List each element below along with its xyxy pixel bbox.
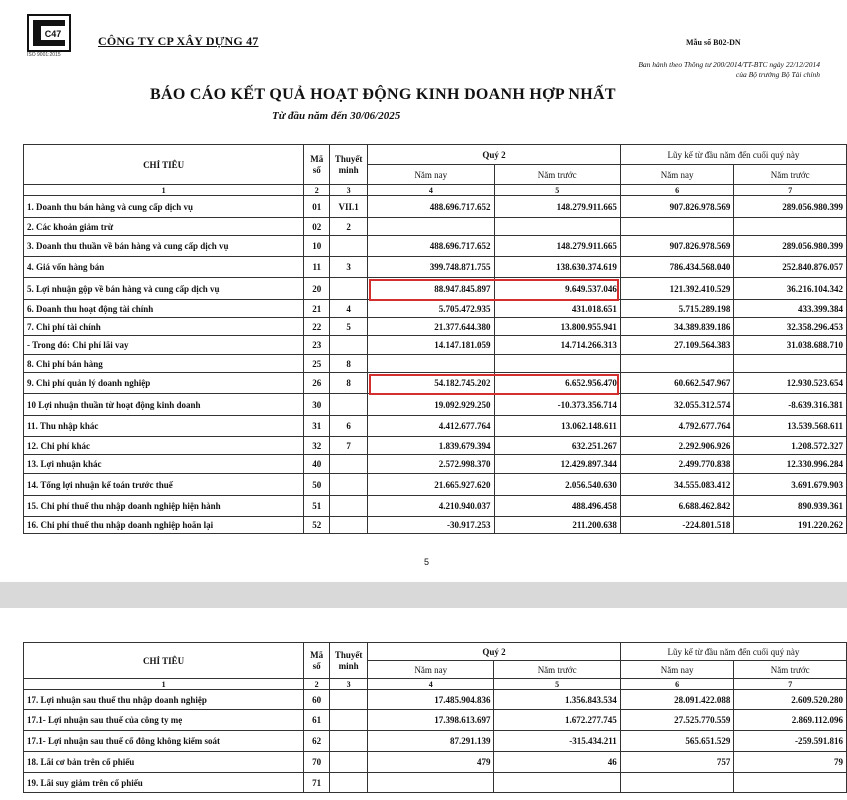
issued-by-line-1: Ban hành theo Thông tư 200/2014/TT-BTC ngày 22/12/2014: [638, 60, 820, 69]
quarter-last-year-value: -10.373.356.714: [494, 394, 620, 416]
row-code: 70: [304, 752, 330, 773]
header-q-this-year: Năm nay: [368, 165, 494, 185]
row-label: 7. Chi phí tài chính: [24, 318, 304, 336]
quarter-last-year-value: 13.062.148.611: [494, 416, 620, 437]
cumulative-this-year-value: 907.826.978.569: [620, 236, 734, 257]
header-code: Mã số: [304, 145, 330, 185]
quarter-last-year-value: 1.356.843.534: [494, 690, 620, 710]
quarter-this-year-value: [368, 218, 494, 236]
cumulative-this-year-value: 27.109.564.383: [620, 336, 734, 355]
table-row: [24, 455, 847, 474]
row-code: 30: [304, 394, 330, 416]
row-label: 4. Giá vốn hàng bán: [24, 257, 304, 278]
cumulative-this-year-value: 6.688.462.842: [620, 496, 734, 517]
table-row: [24, 773, 847, 793]
quarter-this-year-value: [368, 773, 494, 793]
table-row: [24, 318, 847, 336]
row-label: 2. Các khoản giảm trừ: [24, 218, 304, 236]
row-note: 5: [330, 318, 368, 336]
row-code: 32: [304, 437, 330, 455]
quarter-this-year-value: 399.748.871.755: [368, 257, 494, 278]
row-note: [330, 236, 368, 257]
quarter-this-year-value: 88.947.845.897: [368, 278, 494, 300]
row-label: 9. Chi phí quản lý doanh nghiệp: [24, 373, 304, 394]
header-q-this-year: Năm nay: [368, 661, 494, 679]
table-row: [24, 196, 847, 218]
issued-by-line-2: của Bộ trưởng Bộ Tài chính: [735, 70, 820, 79]
table-row: [24, 416, 847, 437]
quarter-last-year-value: 148.279.911.665: [494, 196, 620, 218]
table-row: [24, 710, 847, 731]
cumulative-last-year-value: 289.056.980.399: [734, 196, 847, 218]
cumulative-last-year-value: 890.939.361: [734, 496, 847, 517]
cumulative-last-year-value: -8.639.316.381: [734, 394, 847, 416]
row-note: [330, 773, 368, 793]
row-code: 20: [304, 278, 330, 300]
cumulative-last-year-value: 79: [734, 752, 847, 773]
row-label: 3. Doanh thu thuần về bán hàng và cung cấp dịch vụ: [24, 236, 304, 257]
header-cumulative: Lũy kế từ đầu năm đến cuối quý này: [620, 643, 846, 661]
column-number: 5: [494, 679, 620, 690]
row-note: [330, 336, 368, 355]
income-statement-table-continued: [23, 642, 847, 793]
quarter-last-year-value: [494, 355, 620, 373]
row-code: 26: [304, 373, 330, 394]
quarter-last-year-value: 138.630.374.619: [494, 257, 620, 278]
quarter-this-year-value: 488.696.717.652: [368, 236, 494, 257]
row-note: 3: [330, 257, 368, 278]
cumulative-this-year-value: 28.091.422.088: [620, 690, 734, 710]
cumulative-this-year-value: 907.826.978.569: [620, 196, 734, 218]
row-label: 1. Doanh thu bán hàng và cung cấp dịch vụ: [24, 196, 304, 218]
row-label: 15. Chi phí thuế thu nhập doanh nghiệp hiện hành: [24, 496, 304, 517]
header-quarter: Quý 2: [368, 145, 621, 165]
quarter-last-year-value: 148.279.911.665: [494, 236, 620, 257]
cumulative-last-year-value: 3.691.679.903: [734, 474, 847, 496]
quarter-this-year-value: 488.696.717.652: [368, 196, 494, 218]
row-note: [330, 496, 368, 517]
cumulative-last-year-value: -259.591.816: [734, 731, 847, 752]
quarter-last-year-value: 488.496.458: [494, 496, 620, 517]
row-code: 50: [304, 474, 330, 496]
row-label: 12. Chi phí khác: [24, 437, 304, 455]
header-c-last-year: Năm trước: [734, 165, 847, 185]
cumulative-this-year-value: 60.662.547.967: [620, 373, 734, 394]
cumulative-last-year-value: 31.038.688.710: [734, 336, 847, 355]
column-number: 6: [620, 679, 734, 690]
column-number: 4: [368, 185, 494, 196]
quarter-last-year-value: [494, 218, 620, 236]
report-title: BÁO CÁO KẾT QUẢ HOẠT ĐỘNG KINH DOANH HỢP NHẤT: [150, 86, 616, 103]
row-note: [330, 690, 368, 710]
row-label: 16. Chi phí thuế thu nhập doanh nghiệp hoãn lại: [24, 517, 304, 534]
row-code: 40: [304, 455, 330, 474]
cumulative-this-year-value: [620, 773, 734, 793]
column-number: 3: [330, 185, 368, 196]
row-code: 61: [304, 710, 330, 731]
quarter-last-year-value: 13.800.955.941: [494, 318, 620, 336]
table-row: [24, 690, 847, 710]
row-label: 10 Lợi nhuận thuần từ hoạt động kinh doanh: [24, 394, 304, 416]
column-number: 7: [734, 185, 847, 196]
row-code: 51: [304, 496, 330, 517]
cumulative-last-year-value: 2.609.520.280: [734, 690, 847, 710]
company-logo-icon: [27, 14, 71, 52]
column-number: 2: [304, 679, 330, 690]
row-note: [330, 710, 368, 731]
row-note: [330, 517, 368, 534]
report-page-2: [0, 608, 847, 800]
row-note: [330, 278, 368, 300]
quarter-last-year-value: 1.672.277.745: [494, 710, 620, 731]
table-row: [24, 731, 847, 752]
column-number: 2: [304, 185, 330, 196]
row-label: 8. Chi phí bán hàng: [24, 355, 304, 373]
table-row: [24, 517, 847, 534]
row-label: 13. Lợi nhuận khác: [24, 455, 304, 474]
cumulative-this-year-value: [620, 218, 734, 236]
income-statement-table: [23, 144, 847, 534]
cumulative-this-year-value: 4.792.677.764: [620, 416, 734, 437]
row-note: 6: [330, 416, 368, 437]
row-code: 52: [304, 517, 330, 534]
row-label: 17.1- Lợi nhuận sau thuế cổ đông không kiểm soát: [24, 731, 304, 752]
row-code: 25: [304, 355, 330, 373]
cumulative-this-year-value: 27.525.770.559: [620, 710, 734, 731]
column-number: 1: [24, 679, 304, 690]
page-gap: [0, 582, 847, 608]
row-label: 11. Thu nhập khác: [24, 416, 304, 437]
cumulative-this-year-value: 5.715.289.198: [620, 300, 734, 318]
table-row: [24, 236, 847, 257]
column-number: 3: [330, 679, 368, 690]
quarter-this-year-value: 5.705.472.935: [368, 300, 494, 318]
quarter-last-year-value: 12.429.897.344: [494, 455, 620, 474]
quarter-last-year-value: 211.200.638: [494, 517, 620, 534]
quarter-last-year-value: 9.649.537.046: [494, 278, 620, 300]
cumulative-last-year-value: 1.208.572.327: [734, 437, 847, 455]
quarter-this-year-value: 17.398.613.697: [368, 710, 494, 731]
cumulative-this-year-value: 565.651.529: [620, 731, 734, 752]
quarter-last-year-value: 2.056.540.630: [494, 474, 620, 496]
header-item: CHỈ TIÊU: [24, 145, 304, 185]
cumulative-last-year-value: [734, 218, 847, 236]
row-note: [330, 394, 368, 416]
cumulative-this-year-value: 121.392.410.529: [620, 278, 734, 300]
column-number-row: [24, 185, 847, 196]
cumulative-this-year-value: 34.555.083.412: [620, 474, 734, 496]
column-number: 7: [734, 679, 847, 690]
report-period: Từ đầu năm đến 30/06/2025: [272, 110, 401, 122]
header-c-this-year: Năm nay: [620, 165, 734, 185]
quarter-this-year-value: 21.665.927.620: [368, 474, 494, 496]
row-code: 22: [304, 318, 330, 336]
page-number: 5: [424, 557, 430, 567]
cumulative-last-year-value: 252.840.876.057: [734, 257, 847, 278]
header-item: CHỈ TIÊU: [24, 643, 304, 679]
company-name: CÔNG TY CP XÂY DỰNG 47: [98, 34, 259, 48]
row-code: 01: [304, 196, 330, 218]
form-code: Mẫu số B02-DN: [686, 38, 741, 47]
cumulative-last-year-value: 32.358.296.453: [734, 318, 847, 336]
quarter-this-year-value: -30.917.253: [368, 517, 494, 534]
cumulative-last-year-value: 289.056.980.399: [734, 236, 847, 257]
table-row: [24, 752, 847, 773]
row-label: 19. Lãi suy giảm trên cổ phiếu: [24, 773, 304, 793]
header-c-last-year: Năm trước: [734, 661, 847, 679]
quarter-this-year-value: 14.147.181.059: [368, 336, 494, 355]
column-number-row: [24, 679, 847, 690]
table-row: [24, 437, 847, 455]
cumulative-last-year-value: 36.216.104.342: [734, 278, 847, 300]
row-code: 02: [304, 218, 330, 236]
table-row: [24, 278, 847, 300]
cumulative-last-year-value: 191.220.262: [734, 517, 847, 534]
iso-label: ISO 9001:2015: [27, 52, 61, 58]
row-code: 11: [304, 257, 330, 278]
quarter-this-year-value: [368, 355, 494, 373]
column-number: 4: [368, 679, 494, 690]
cumulative-this-year-value: 32.055.312.574: [620, 394, 734, 416]
table-row: [24, 474, 847, 496]
quarter-this-year-value: 4.412.677.764: [368, 416, 494, 437]
header-cumulative: Lũy kế từ đầu năm đến cuối quý này: [620, 145, 846, 165]
row-code: 31: [304, 416, 330, 437]
row-note: 4: [330, 300, 368, 318]
cumulative-last-year-value: 13.539.568.611: [734, 416, 847, 437]
cumulative-this-year-value: -224.801.518: [620, 517, 734, 534]
table-row: [24, 218, 847, 236]
quarter-last-year-value: 431.018.651: [494, 300, 620, 318]
table-row: [24, 394, 847, 416]
row-note: [330, 474, 368, 496]
quarter-this-year-value: 54.182.745.202: [368, 373, 494, 394]
quarter-last-year-value: 46: [494, 752, 620, 773]
cumulative-last-year-value: [734, 355, 847, 373]
header-note: Thuyết minh: [330, 145, 368, 185]
header-code: Mã số: [304, 643, 330, 679]
table-row: [24, 336, 847, 355]
quarter-last-year-value: 6.652.956.470: [494, 373, 620, 394]
quarter-this-year-value: 87.291.139: [368, 731, 494, 752]
row-code: 10: [304, 236, 330, 257]
cumulative-this-year-value: 2.499.770.838: [620, 455, 734, 474]
header-note: Thuyết minh: [330, 643, 368, 679]
row-note: [330, 752, 368, 773]
cumulative-last-year-value: 433.399.384: [734, 300, 847, 318]
row-label: 17.1- Lợi nhuận sau thuế của công ty mẹ: [24, 710, 304, 731]
column-number: 5: [494, 185, 620, 196]
row-label: 14. Tổng lợi nhuận kế toán trước thuế: [24, 474, 304, 496]
cumulative-this-year-value: 757: [620, 752, 734, 773]
row-note: [330, 455, 368, 474]
header-c-this-year: Năm nay: [620, 661, 734, 679]
logo-lettering: C47: [44, 29, 62, 39]
header-q-last-year: Năm trước: [494, 661, 620, 679]
header-quarter: Quý 2: [368, 643, 621, 661]
quarter-this-year-value: 21.377.644.380: [368, 318, 494, 336]
column-number: 6: [620, 185, 734, 196]
row-note: VII.1: [330, 196, 368, 218]
quarter-this-year-value: 4.210.940.037: [368, 496, 494, 517]
table-row: [24, 373, 847, 394]
row-code: 62: [304, 731, 330, 752]
table-row: [24, 257, 847, 278]
quarter-last-year-value: 632.251.267: [494, 437, 620, 455]
row-code: 21: [304, 300, 330, 318]
row-note: 8: [330, 355, 368, 373]
row-label: - Trong đó: Chi phí lãi vay: [24, 336, 304, 355]
table-row: [24, 355, 847, 373]
row-note: 2: [330, 218, 368, 236]
header-q-last-year: Năm trước: [494, 165, 620, 185]
cumulative-last-year-value: [734, 773, 847, 793]
cumulative-last-year-value: 12.330.996.284: [734, 455, 847, 474]
row-label: 6. Doanh thu hoạt động tài chính: [24, 300, 304, 318]
quarter-last-year-value: -315.434.211: [494, 731, 620, 752]
row-label: 18. Lãi cơ bản trên cổ phiếu: [24, 752, 304, 773]
quarter-this-year-value: 479: [368, 752, 494, 773]
cumulative-last-year-value: 2.869.112.096: [734, 710, 847, 731]
quarter-this-year-value: 19.092.929.250: [368, 394, 494, 416]
quarter-last-year-value: 14.714.266.313: [494, 336, 620, 355]
cumulative-this-year-value: 2.292.906.926: [620, 437, 734, 455]
row-code: 71: [304, 773, 330, 793]
cumulative-last-year-value: 12.930.523.654: [734, 373, 847, 394]
row-note: 7: [330, 437, 368, 455]
quarter-this-year-value: 1.839.679.394: [368, 437, 494, 455]
quarter-last-year-value: [494, 773, 620, 793]
row-label: 17. Lợi nhuận sau thuế thu nhập doanh nghiệp: [24, 690, 304, 710]
cumulative-this-year-value: 786.434.568.040: [620, 257, 734, 278]
column-number: 1: [24, 185, 304, 196]
cumulative-this-year-value: [620, 355, 734, 373]
table-row: [24, 496, 847, 517]
row-note: [330, 731, 368, 752]
quarter-this-year-value: 17.485.904.836: [368, 690, 494, 710]
row-note: 8: [330, 373, 368, 394]
table-row: [24, 300, 847, 318]
row-code: 23: [304, 336, 330, 355]
row-label: 5. Lợi nhuận gộp về bán hàng và cung cấp dịch vụ: [24, 278, 304, 300]
cumulative-this-year-value: 34.389.839.186: [620, 318, 734, 336]
row-code: 60: [304, 690, 330, 710]
quarter-this-year-value: 2.572.998.370: [368, 455, 494, 474]
